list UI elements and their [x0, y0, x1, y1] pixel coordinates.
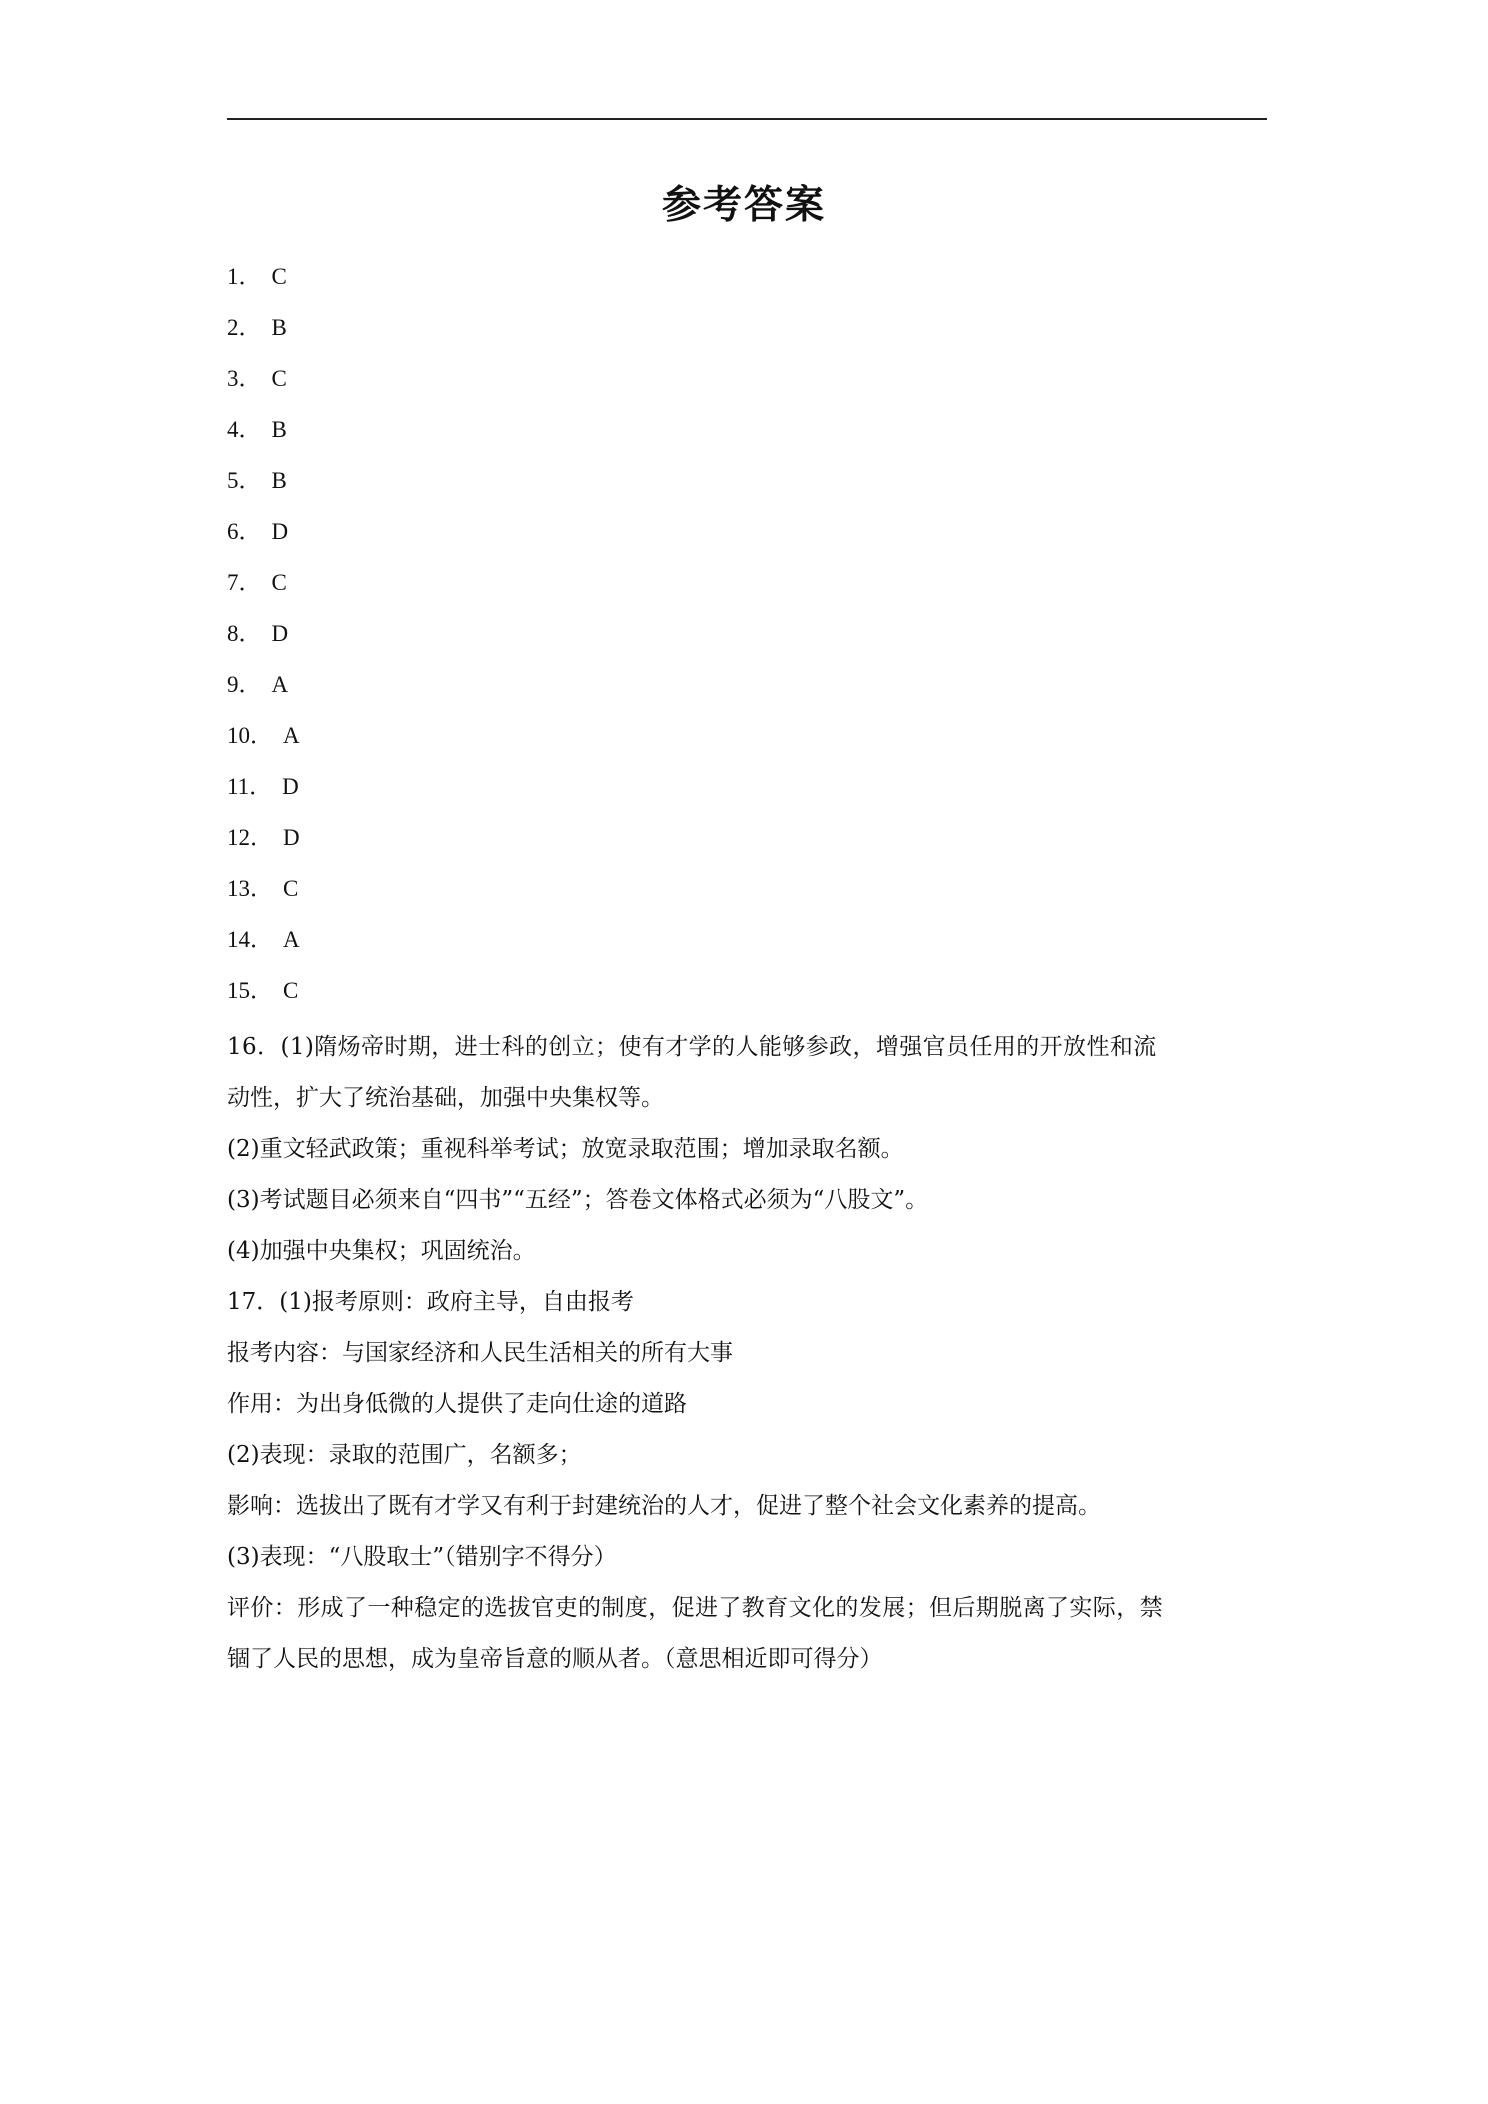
answer-item-8	[227, 614, 1267, 665]
answer-number: 9．	[227, 672, 262, 697]
answer-choice: D	[282, 774, 299, 799]
answer-choice: B	[271, 315, 287, 340]
answer-item-2	[227, 308, 1267, 359]
answer-choice: B	[271, 468, 287, 493]
answer-number: 13．	[227, 876, 273, 901]
q16-part1-line1: 16．(1)隋炀帝时期，进士科的创立；使有才学的人能够参政，增强官员任用的开放性和流	[227, 1034, 1157, 1060]
answer-number: 1．	[227, 264, 262, 289]
answer-number: 2．	[227, 315, 262, 340]
answer-item-10	[227, 716, 1267, 767]
answer-number: 11．	[227, 774, 273, 799]
answer-item-6	[227, 512, 1267, 563]
q17-exam-content: 报考内容：与国家经济和人民生活相关的所有大事	[227, 1340, 733, 1366]
answer-number: 6．	[227, 519, 262, 544]
answer-choice: C	[271, 366, 287, 391]
answer-item-9	[227, 665, 1267, 716]
answer-choice: D	[271, 519, 289, 544]
q17-evaluation-line2: 锢了人民的思想，成为皇帝旨意的顺从者。（意思相近即可得分）	[227, 1646, 883, 1672]
answer-number: 14．	[227, 927, 273, 952]
answer-choice: C	[271, 264, 287, 289]
answer-number: 8．	[227, 621, 262, 646]
answer-choice: A	[283, 723, 300, 748]
q17-evaluation-line1: 评价：形成了一种稳定的选拔官吏的制度，促进了教育文化的发展；但后期脱离了实际，禁	[227, 1595, 1163, 1621]
answer-choice: C	[271, 570, 287, 595]
header-rule	[227, 118, 1267, 120]
answer-item-15	[227, 971, 1267, 1022]
answer-item-13	[227, 869, 1267, 920]
q16-part1-line2: 动性，扩大了统治基础，加强中央集权等。	[227, 1085, 664, 1111]
page-title: 参考答案	[661, 183, 826, 228]
q17-part1: 17．(1)报考原则：政府主导，自由报考	[227, 1289, 634, 1315]
answer-item-3	[227, 359, 1267, 410]
answer-choice: C	[283, 978, 299, 1003]
q17-influence: 影响：选拔出了既有才学又有利于封建统治的人才，促进了整个社会文化素养的提高。	[227, 1493, 1101, 1519]
answer-item-7	[227, 563, 1267, 614]
answer-choice: A	[271, 672, 289, 697]
answer-item-1	[227, 257, 1267, 308]
answer-number: 7．	[227, 570, 262, 595]
q17-function: 作用：为出身低微的人提供了走向仕途的道路	[227, 1391, 687, 1417]
answer-number: 5．	[227, 468, 262, 493]
answer-item-14	[227, 920, 1267, 971]
answer-choice: C	[283, 876, 299, 901]
answer-number: 10．	[227, 723, 273, 748]
q16-part2: (2)重文轻武政策；重视科举考试；放宽录取范围；增加录取名额。	[227, 1136, 904, 1162]
answer-item-4	[227, 410, 1267, 461]
q17-part2: (2)表现：录取的范围广，名额多；	[227, 1442, 582, 1468]
answer-choice: A	[283, 927, 300, 952]
answer-item-11	[227, 767, 1267, 818]
answer-choice: B	[271, 417, 287, 442]
answer-number: 3．	[227, 366, 262, 391]
answer-list	[227, 257, 1267, 1022]
answer-choice: D	[283, 825, 300, 850]
answer-choice: D	[271, 621, 289, 646]
q16-part4: (4)加强中央集权；巩固统治。	[227, 1238, 536, 1264]
q16-part3: (3)考试题目必须来自“四书”“五经”；答卷文体格式必须为“八股文”。	[227, 1187, 929, 1213]
answer-number: 12．	[227, 825, 273, 850]
answer-number: 15．	[227, 978, 273, 1003]
answer-item-5	[227, 461, 1267, 512]
essay-answers	[227, 1022, 1267, 1685]
q17-part3: (3)表现：“八股取士”（错别字不得分）	[227, 1544, 617, 1570]
answer-item-12	[227, 818, 1267, 869]
answer-number: 4．	[227, 417, 262, 442]
